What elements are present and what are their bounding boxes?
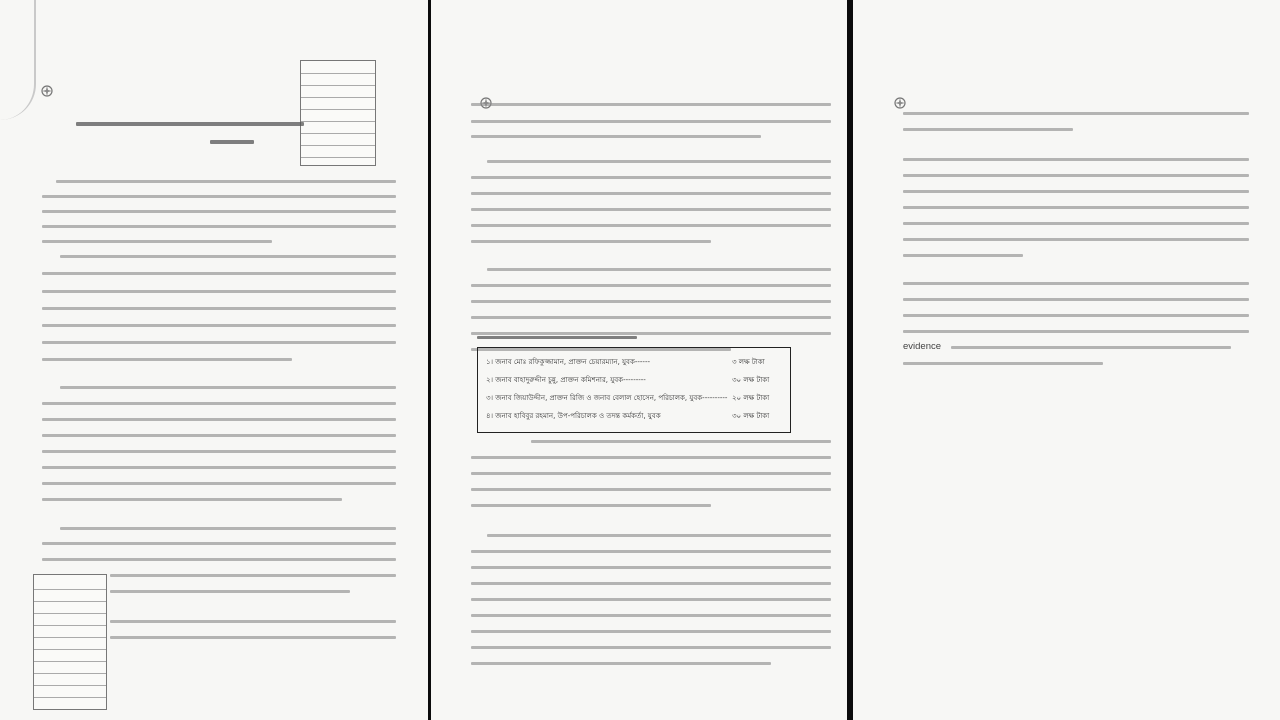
table-cell-name: ৪। জনাব হাবিবুর রহমান, উপ-পরিচালক ও তদন্ত কর্মকর্তা, যুবক [486, 412, 661, 420]
filing-stamp [33, 574, 107, 710]
table-cell-name: ১। জনাব মোঃ রফিকুজ্জামান, প্রাক্তন চেয়ারম্যান, যুবক------ [486, 358, 651, 366]
table-row [486, 356, 782, 368]
table-caption [477, 336, 637, 339]
document-page-2 [431, 0, 847, 720]
page-title [76, 122, 304, 126]
table-row [486, 374, 782, 386]
document-page-1 [0, 0, 428, 720]
table-cell-amount: ৩ লক্ষ টাকা [732, 358, 765, 366]
table-cell-amount: ৩০ লক্ষ টাকা [732, 376, 770, 384]
table-cell-name: ৩। জনাব জিয়াউদ্দীন, প্রাক্তন রিজি ও জনাব বেলাল হোসেন, পরিচালক, যুবক---------- [486, 394, 728, 402]
page-subtitle [210, 140, 254, 144]
government-emblem-icon [893, 96, 907, 110]
bribery-table [477, 347, 791, 433]
table-cell-name: ২। জনাব বাহাদুরুদ্দীন চুন্নু, প্রাক্তন কমিশনার, যুবক--------- [486, 376, 646, 384]
table-row [486, 410, 782, 422]
page-fold-shadow [0, 0, 36, 120]
table-cell-amount: ২০ লক্ষ টাকা [732, 394, 770, 402]
evidence-word: evidence [903, 341, 942, 352]
government-emblem-icon [40, 84, 54, 98]
routing-stamp [300, 60, 376, 166]
table-cell-amount: ৩০ লক্ষ টাকা [732, 412, 770, 420]
table-row [486, 392, 782, 404]
document-page-3 [853, 0, 1280, 720]
